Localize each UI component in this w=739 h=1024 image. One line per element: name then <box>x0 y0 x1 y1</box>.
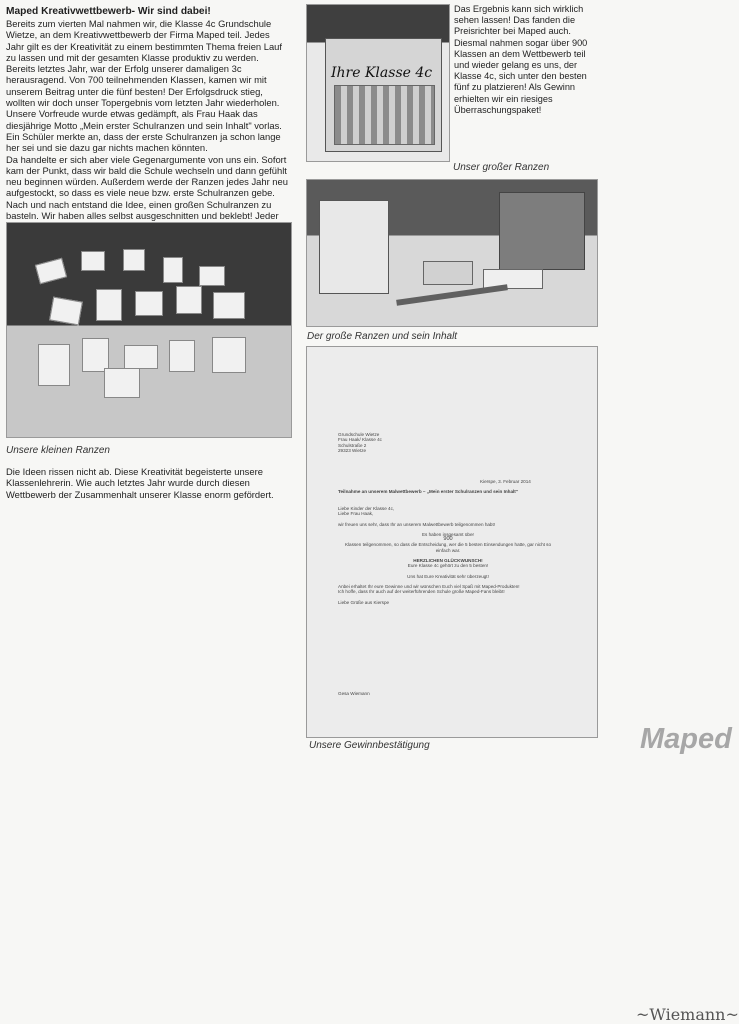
mini-ranzen <box>38 344 70 386</box>
small-ranzen-photo <box>6 222 292 438</box>
large-ranzen-caption: Unser großer Ranzen <box>453 162 550 173</box>
letter-line: 900 <box>443 536 453 543</box>
ranzen-front <box>319 200 389 294</box>
letter-line: Ich hoffe, dass Ihr auch auf der weiterführenden Schule große Maped-Fans bleibt! <box>338 589 505 595</box>
mini-ranzen <box>163 257 183 283</box>
mini-ranzen <box>96 289 122 321</box>
letter-subject: Teilnahme an unserem Malwettbewerb – „Mein erster Schulranzen und sein Inhalt" <box>338 489 519 494</box>
top-photo-label: Ihre Klasse 4c <box>331 65 433 81</box>
letter-line: Anbei erhaltet Ihr eure Gewinne und wir wünschen Euch viel Spaß mit Maped-Produkten! <box>338 583 520 589</box>
large-ranzen-photo <box>306 4 450 162</box>
mini-ranzen <box>123 249 145 271</box>
storage-box <box>499 192 585 270</box>
mini-ranzen <box>199 266 225 286</box>
mini-ranzen <box>82 338 109 372</box>
idea-paragraph: Nach und nach entstand die Idee, einen großen Schulranzen zu basteln. Wir haben alles selbst ausgeschnitten und beklebt! Jeder <box>6 198 279 222</box>
motto-paragraph: Unsere Vorfreude wurde etwas gedämpft, als Frau Haak das diesjährige Motto „Mein erster Schulranzen und sein Inhalt" vorlas. Ein Schüler merkte an, dass der erste Schulranzen ja schon lange her sei und sie dazu gar nichts machen könnten. <box>6 108 282 154</box>
letter-line: Klassen teilgenommen, so dass die Entscheidung, wer die 5 besten Einsendungen hatte, gar nicht so einfach war. <box>344 542 552 553</box>
mini-ranzen <box>49 297 83 326</box>
letter-line: Liebe Kinder der Klasse 4c, <box>338 506 395 511</box>
closing-paragraph: Die Ideen rissen nicht ab. Diese Kreativität begeisterte unsere Klassenlehrerin. Wie auch letztes Jahr wurde durch diesen Wettbewerb der Zusammenhalt unserer Klasse enorm gefördert. <box>6 466 274 500</box>
maped-logo: Maped <box>640 723 732 755</box>
article-title: Maped Kreativwettbewerb- Wir sind dabei! <box>6 6 211 17</box>
mini-ranzen <box>213 292 245 319</box>
letter-line: Liebe Grüße aus Kierspe <box>338 599 390 605</box>
letter-body <box>338 506 558 605</box>
letter-line: wir freuen uns sehr, dass Ihr an unserem Malwettbewerb teilgenommen habt! <box>338 521 496 527</box>
ruler <box>396 284 508 306</box>
mini-ranzen <box>176 286 202 314</box>
letter-caption: Unsere Gewinnbestätigung <box>309 740 430 751</box>
contents-caption: Der große Ranzen und sein Inhalt <box>307 331 458 342</box>
discussion-paragraph: Da handelte er sich aber viele Gegenargumente von uns ein. Sofort kam der Punkt, dass wir bald die Schule wechseln und dann gefühlt neu beginnen würden. Außerdem werde der Ranzen jedes Jahr neu aufgestockt, so dass es viele neue bzw. erste Schulranzen gebe. <box>6 153 288 199</box>
class-photo <box>334 85 435 145</box>
mini-ranzen <box>169 340 195 372</box>
letter-date: Kierspe, 3. Februar 2014 <box>480 479 531 484</box>
mini-ranzen <box>135 291 163 316</box>
letter-address: Grundschule Wietze Frau Haak/ Klasse 4c Schulstraße 2 29323 Wietze <box>338 432 382 453</box>
small-ranzen-caption: Unsere kleinen Ranzen <box>6 445 110 456</box>
mini-ranzen <box>104 368 140 398</box>
mini-ranzen <box>81 251 105 271</box>
mini-ranzen <box>35 258 67 285</box>
letter-line: Uns hat Eure Kreativität sehr überzeugt! <box>407 573 489 579</box>
signature: ~Wiemann~ <box>636 1005 739 1024</box>
mini-ranzen <box>212 337 246 373</box>
letter-line: HERZLICHEN GLÜCKWUNSCH! <box>413 558 483 564</box>
ranzen-contents-photo <box>306 179 598 327</box>
article-left-column <box>6 6 290 244</box>
mini-ranzen <box>124 345 158 369</box>
letter-line: Liebe Frau Haak, <box>338 511 374 517</box>
result-paragraph: Das Ergebnis kann sich wirklich sehen lassen! Das fanden die Preisrichter bei Maped auch. Diesmal nahmen sogar über 900 Klassen an dem Wettbewerb teil und wieder gelang es uns, der Klasse 4c, sich unter den besten fünf zu platzieren! Als Gewinn erhielten wir ein riesiges Überraschungspaket! <box>454 4 588 115</box>
letter-line: Es haben insgesamt über <box>421 531 475 537</box>
pencil-case <box>423 261 473 285</box>
intro-paragraph: Bereits zum vierten Mal nahmen wir, die Klasse 4c Grundschule Wietze, an dem Kreativwettbewerb der Firma Maped teil. Jedes Jahr gilt es der Kreativität zu einem bestimmten Thema freien Lauf zu lassen und mit der gesamten Klasse produktiv zu werden. Bereits letztes Jahr, war der Erfolg unserer damaligen 3c herausragend. Von 700 teilnehmenden Klassen, kamen wir mit unserem Beitrag unter die fünf besten! Der Erfolgsdruck stieg, wollten wir doch unser Topergebnis vom letzten Jahr wiederholen. <box>6 18 282 109</box>
signature-name: Gesa Wiemann <box>338 691 370 696</box>
letter-line: Eure Klasse 4c gehört zu den 5 besten! <box>407 563 489 569</box>
